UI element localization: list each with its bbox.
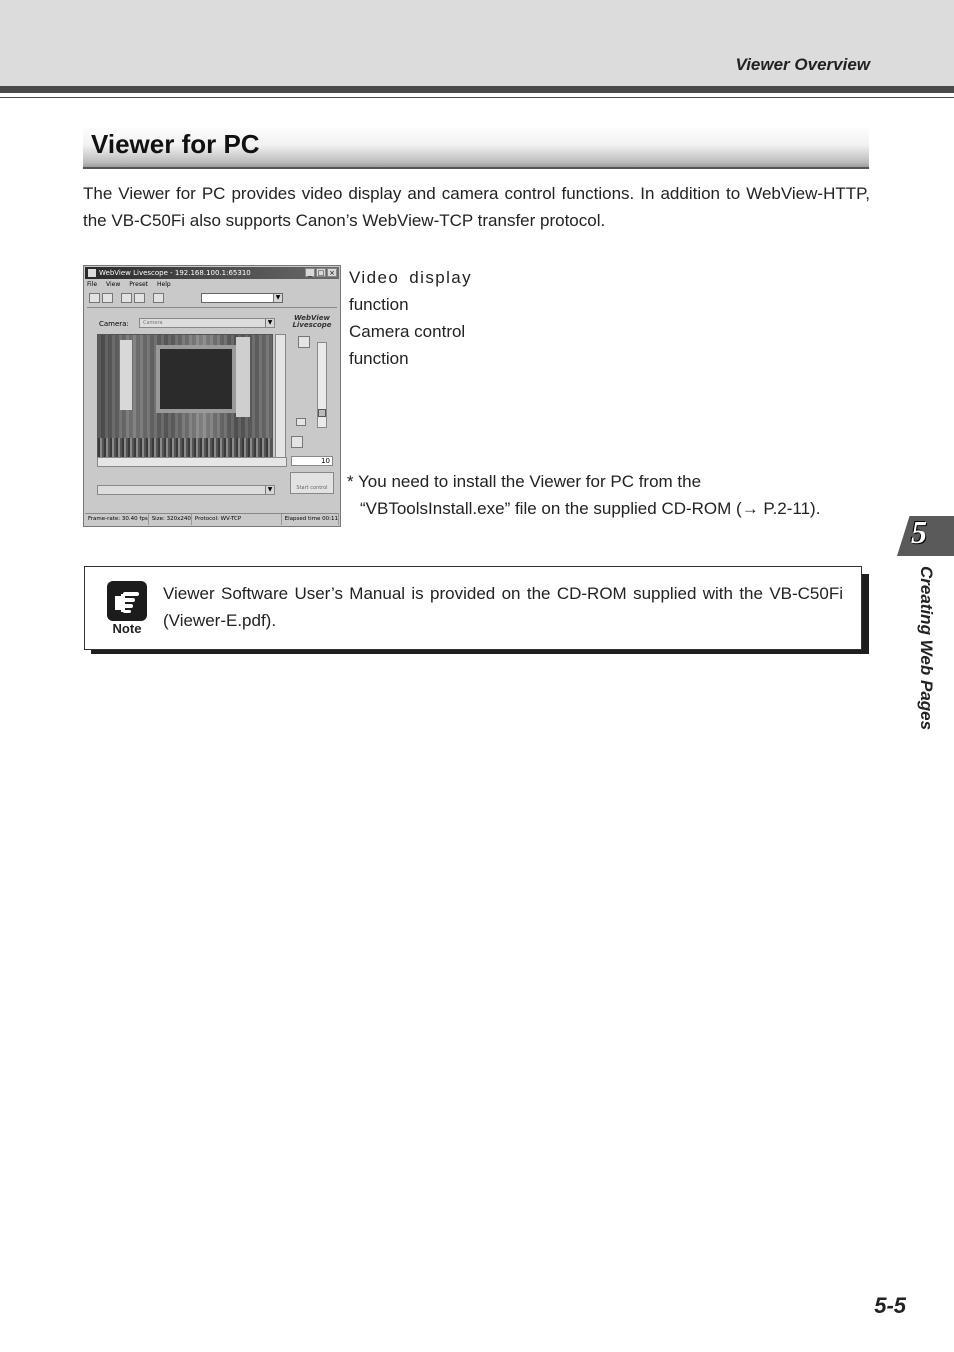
maximize-icon: □ (317, 269, 325, 277)
chevron-down-icon: ▼ (273, 294, 282, 302)
window-controls (305, 268, 337, 278)
camera-control-icon (291, 436, 303, 448)
menu-file: File (87, 281, 98, 288)
header-rule (0, 86, 954, 93)
toolbar-button-icon (121, 293, 132, 303)
note-text: Viewer Software User’s Manual is provided on the CD-ROM supplied with the VB-C50Fi (Viewer-E.pdf). (163, 584, 843, 630)
zoom-readout: 10 (291, 456, 333, 466)
menu-preset: Preset (129, 281, 149, 288)
note-box (84, 566, 862, 650)
camera-select (139, 318, 275, 328)
page-number: 5-5 (874, 1293, 906, 1318)
callout-camera-line2: function (349, 349, 409, 368)
chevron-down-icon: ▼ (265, 319, 274, 327)
intro-paragraph: The Viewer for PC provides video display and camera control functions. In addition to WebView-HTTP, the VB-C50Fi also supports Canon’s WebView-TCP transfer protocol. (83, 184, 870, 230)
camera-select-value: Camera (143, 320, 163, 326)
note-label: Note (112, 621, 142, 636)
camera-select-bottom (97, 485, 275, 495)
header-rule-thin (0, 97, 954, 98)
footnote-line2: “VBToolsInstall.exe” file on the supplied CD-ROM (→ P.2-11). (360, 499, 821, 518)
preset-select (201, 293, 283, 303)
function-callouts (349, 264, 472, 372)
section-title: Viewer for PC (91, 129, 260, 159)
zoom-slider-thumb (318, 409, 326, 417)
video-building (156, 345, 236, 413)
backlight-icon (298, 336, 310, 348)
chapter-label: Creating Web Pages (917, 566, 936, 731)
pointing-hand-icon (107, 581, 147, 621)
status-elapsed: Elapsed time 00:11 (282, 514, 339, 525)
app-window-icon (88, 269, 96, 277)
section-underline (83, 167, 869, 169)
viewer-screenshot (83, 265, 341, 527)
video-display (97, 334, 273, 467)
section-heading (83, 125, 869, 169)
start-control-button: Start control (290, 472, 334, 494)
status-protocol: Protocol: WV-TCP (192, 514, 282, 525)
running-header: Viewer Overview (735, 55, 870, 74)
status-size: Size: 320x240 (149, 514, 192, 525)
toolbar-button-icon (89, 293, 100, 303)
toolbar-button-icon (134, 293, 145, 303)
video-sign (236, 337, 250, 417)
app-titlebar (85, 267, 339, 279)
camera-label: Camera: (99, 320, 129, 328)
zoom-slider (317, 342, 327, 428)
menu-help: Help (157, 281, 171, 288)
menu-view: View (106, 281, 121, 288)
footnote-line1: * You need to install the Viewer for PC from the (347, 472, 702, 491)
callout-camera-line1: Camera control (349, 322, 466, 341)
toolbar-button-icon (102, 293, 113, 303)
tilt-scrollbar (275, 334, 286, 467)
app-divider (87, 307, 337, 308)
chapter-number: 5 (911, 514, 927, 550)
snapshot-icon (296, 418, 306, 426)
minimize-icon: _ (305, 268, 315, 277)
pan-scrollbar (97, 457, 287, 467)
status-bar (85, 513, 339, 525)
livescope-logo: WebView Livescope (292, 314, 332, 329)
callout-video-line2: function (349, 295, 409, 314)
status-frame-rate: Frame-rate: 30.40 fps (85, 514, 149, 525)
app-menubar (87, 280, 171, 290)
close-icon: × (327, 268, 337, 277)
app-window-title: WebView Livescope - 192.168.100.1:65310 (99, 269, 251, 277)
app-toolbar (89, 293, 164, 303)
toolbar-button-icon (153, 293, 164, 303)
video-sign (120, 340, 132, 410)
chevron-down-icon: ▼ (265, 486, 274, 494)
install-footnote (347, 468, 820, 522)
callout-video-line1: Video display (349, 268, 473, 287)
